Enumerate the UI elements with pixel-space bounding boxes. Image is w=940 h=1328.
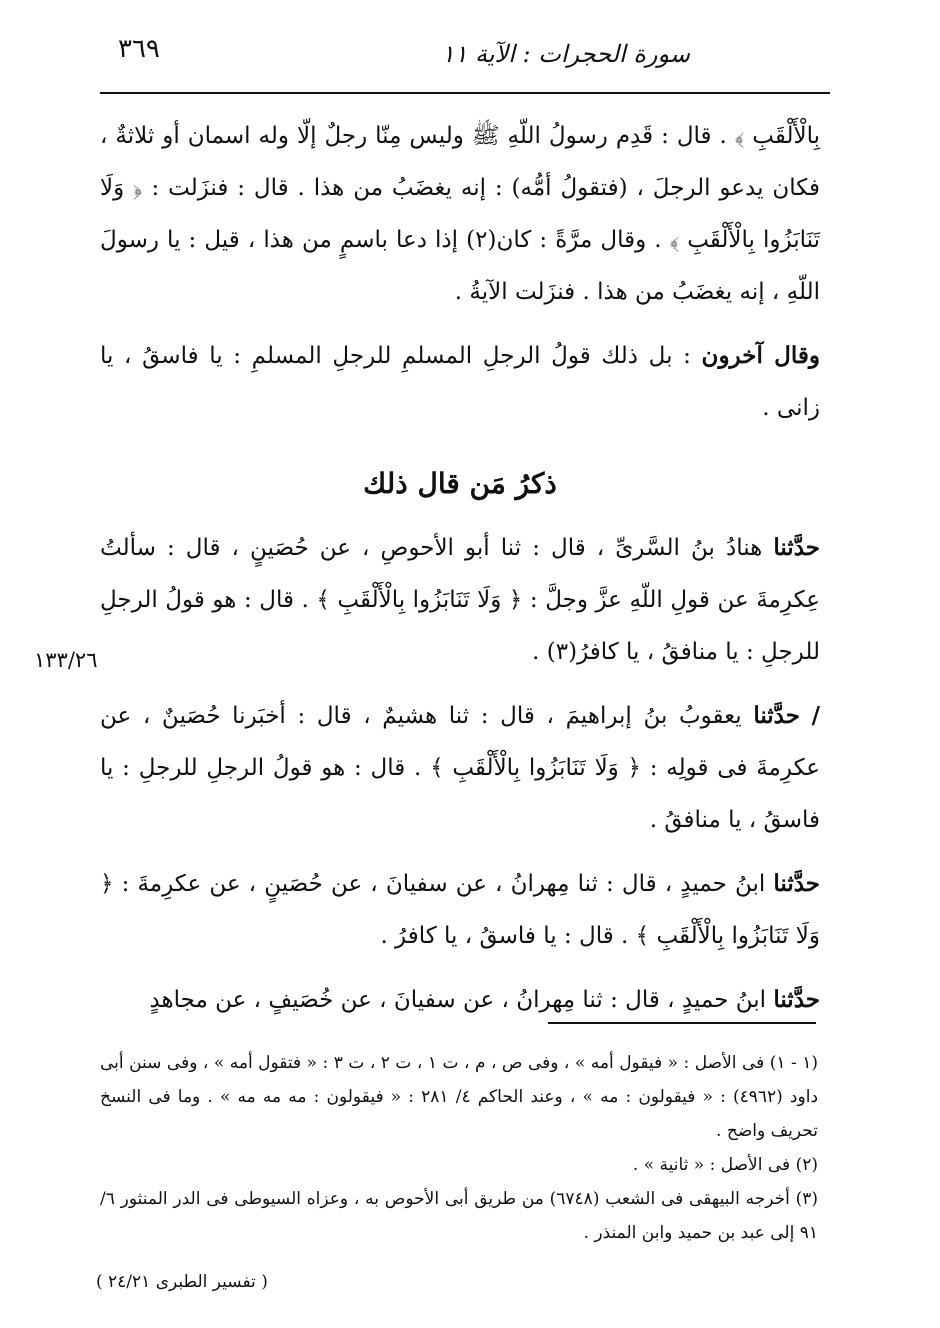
margin-reference: ١٣٣/٢٦ (34, 648, 98, 672)
section-heading: ذكرُ مَن قال ذلك (363, 467, 557, 500)
paragraph-1: بِالْأَلْقَبِ ﴾ . قال : قَدِم رسولُ اللّهِ ﷺ وليس مِنّا رجلٌ إلّا وله اسمان أو ثلاثةٌ ، فكان يدعو الرجلَ ، (فتقولُ أمُّه) : إنه يغضَبُ من هذا . قال : فنزَلت : ﴿ وَلَا تَنَابَزُوا بِالْأَلْقَبِ ﴾ . وقال مرَّةً : كان(٢) إذا دعا باسمٍ من هذا ، قيل : يا رسولَ اللّهِ ، إنه يغضَبُ من هذا . فنزَلت الآيةُ . (100, 123, 820, 305)
paragraph-5-lead: حدَّثنا (773, 870, 821, 897)
paragraph-6-lead: حدَّثنا (773, 986, 820, 1013)
paragraph-4 (100, 690, 820, 846)
volume-label: ( تفسير الطبرى ٢٤/٢١ ) (96, 1272, 268, 1292)
paragraph-3-lead: حدَّثنا (773, 534, 820, 561)
main-text (100, 110, 820, 1026)
paragraph-5-text: ابنُ حميدٍ ، قال : ثنا مِهرانُ ، عن سفيانَ ، عن حُصَينٍ ، عن عكرِمةَ : ﴿ وَلَا تَنَابَزُوا بِالْأَلْقَبِ ﴾ . قال : يا فاسقُ ، يا كافرُ . (100, 871, 820, 949)
paragraph-2-lead: وقال آخرون (701, 342, 821, 369)
paragraph-3-text: هنادُ بنُ السَّرىِّ ، قال : ثنا أبو الأحوصِ ، عن حُصَينٍ ، قال : سألتُ عِكرِمةَ عن قولِ اللّهِ عزَّ وجلَّ : ﴿ وَلَا تَنَابَزُوا بِالْأَلْقَبِ ﴾ . قال : هو قولُ الرجلِ للرجلِ : يا منافقُ ، يا كافرُ(٣) . (100, 535, 820, 665)
paragraph-4-text: يعقوبُ بنُ إبراهيمَ ، قال : ثنا هشيمٌ ، قال : أخبَرنا حُصَينٌ ، عن عكرِمةَ فى قولِه : ﴿ وَلَا تَنَابَزُوا بِالْأَلْقَبِ ﴾ . قال : هو قولُ الرجلِ للرجلِ : يا فاسقُ ، يا منافقُ . (100, 703, 820, 833)
paragraph-3 (100, 522, 820, 678)
running-title: سورة الحجرات : الآية ١١ (441, 40, 690, 68)
footnote-2: (٢) فى الأصل : « ثانية » . (632, 1155, 818, 1175)
paragraph-2 (100, 330, 820, 434)
paragraph-5 (100, 858, 820, 962)
page-header (100, 22, 830, 94)
footnote-3: (٣) أخرجه البيهقى فى الشعب (٦٧٤٨) من طريق أبى الأحوص به ، وعزاه السيوطى فى الدر المنثور ٦/ ٩١ إلى عبد بن حميد وابن المنذر . (100, 1189, 819, 1243)
footnote-divider (548, 1022, 816, 1024)
footnotes (100, 1046, 818, 1250)
paragraph-4-marker: / (811, 702, 821, 729)
paragraph-6 (100, 974, 820, 1026)
page-number: ٣٦٩ (118, 34, 160, 64)
paragraph-6-text: ابنُ حميدٍ ، قال : ثنا مِهرانُ ، عن سفيانَ ، عن خُصَيفٍ ، عن مجاهدٍ (149, 987, 767, 1013)
footnote-1: (١ - ١) فى الأصل : « فيقول أمه » ، وفى ص ، م ، ت ١ ، ت ٢ ، ت ٣ : « فتقول أمه » ، وفى سنن أبى داود (٤٩٦٢) : « فيقولون : مه » ، وعند الحاكم ٤/ ٢٨١ : « فيقولون : مه مه مه » . وما فى النسخ تحريف واضح . (100, 1053, 819, 1141)
paragraph-4-lead: حدَّثنا (753, 702, 800, 729)
paragraph-2-text: : بل ذلك قولُ الرجلِ المسلمِ للرجلِ المسلمِ : يا فاسقُ ، يا زانى . (100, 343, 820, 421)
